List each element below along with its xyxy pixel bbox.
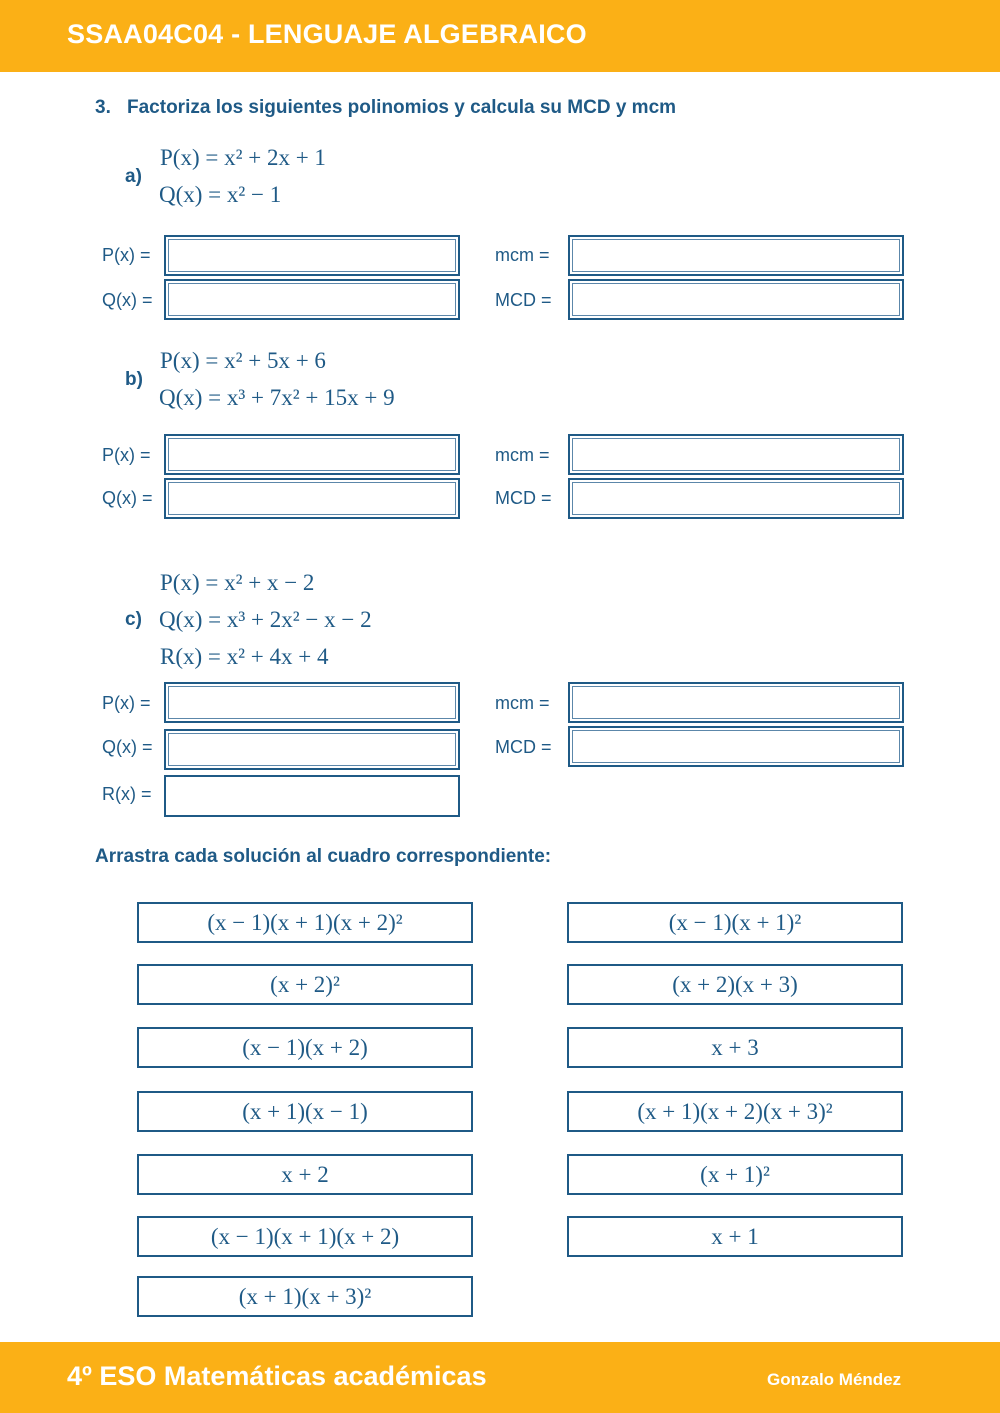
solution-tile[interactable]: x + 2 — [137, 1154, 473, 1195]
page-title: SSAA04C04 - LENGUAJE ALGEBRAICO — [67, 19, 587, 49]
part-b-mcm-answer-box[interactable] — [568, 434, 904, 475]
part-c-p-label: P(x) = — [102, 693, 151, 713]
part-c-p-answer-box[interactable] — [164, 682, 460, 723]
question-text: Factoriza los siguientes polinomios y calcula su MCD y mcm — [127, 97, 677, 118]
part-a-mcd-answer-box[interactable] — [568, 279, 904, 320]
part-c-equation-p — [160, 570, 314, 596]
part-a-mcd-label: MCD = — [495, 290, 552, 310]
part-a-equation-p — [160, 145, 326, 171]
solution-tile[interactable]: (x − 1)(x + 1)(x + 2)² — [137, 902, 473, 943]
part-b-mcd-label: MCD = — [495, 488, 552, 508]
part-b-mcm-label: mcm = — [495, 445, 550, 465]
solution-tile[interactable]: (x − 1)(x + 1)² — [567, 902, 903, 943]
equation-rhs: x² − 1 — [226, 182, 282, 207]
equation-lhs: P(x) = — [160, 570, 225, 595]
part-b-equation-q — [159, 385, 395, 411]
part-c-equation-q — [159, 607, 372, 633]
equation-rhs: x² + 5x + 6 — [224, 348, 326, 373]
part-c-equation-r — [160, 644, 328, 670]
part-c-r-label: R(x) = — [102, 784, 152, 804]
part-a-label: a) — [125, 166, 142, 187]
equation-lhs: Q(x) = — [159, 182, 227, 207]
part-a-mcm-answer-box[interactable] — [568, 235, 904, 276]
part-a-q-label: Q(x) = — [102, 290, 153, 310]
question-number: 3. — [95, 97, 111, 118]
part-a-p-label: P(x) = — [102, 245, 151, 265]
solution-tile[interactable]: (x + 1)(x + 3)² — [137, 1276, 473, 1317]
solution-tile[interactable]: (x − 1)(x + 1)(x + 2) — [137, 1216, 473, 1257]
question-title — [95, 97, 676, 119]
part-a-q-answer-box[interactable] — [164, 279, 460, 320]
course-title: 4º ESO Matemáticas académicas — [67, 1361, 487, 1391]
part-b-q-answer-box[interactable] — [164, 478, 460, 519]
solution-tile[interactable]: (x + 1)(x − 1) — [137, 1091, 473, 1132]
part-b-p-label: P(x) = — [102, 445, 151, 465]
part-c-r-answer-box[interactable] — [164, 775, 460, 817]
equation-rhs: x³ + 7x² + 15x + 9 — [226, 385, 395, 410]
part-b-equation-p — [160, 348, 326, 374]
equation-rhs: x³ + 2x² − x − 2 — [226, 607, 372, 632]
solution-tile[interactable]: (x − 1)(x + 2) — [137, 1027, 473, 1068]
equation-rhs: x² + 4x + 4 — [226, 644, 329, 669]
part-c-mcd-label: MCD = — [495, 737, 552, 757]
part-b-q-label: Q(x) = — [102, 488, 153, 508]
solution-tile[interactable]: x + 1 — [567, 1216, 903, 1257]
solution-tile[interactable]: (x + 2)(x + 3) — [567, 964, 903, 1005]
part-c-mcm-label: mcm = — [495, 693, 550, 713]
part-b-p-answer-box[interactable] — [164, 434, 460, 475]
part-b-mcd-answer-box[interactable] — [568, 478, 904, 519]
part-c-q-answer-box[interactable] — [164, 729, 460, 770]
part-c-label: c) — [125, 609, 142, 630]
solution-tile[interactable]: (x + 1)(x + 2)(x + 3)² — [567, 1091, 903, 1132]
solution-tile[interactable]: (x + 2)² — [137, 964, 473, 1005]
solution-tile[interactable]: (x + 1)² — [567, 1154, 903, 1195]
equation-lhs: R(x) = — [160, 644, 227, 669]
equation-lhs: Q(x) = — [159, 607, 227, 632]
part-c-mcd-answer-box[interactable] — [568, 726, 904, 767]
equation-rhs: x² + x − 2 — [224, 570, 315, 595]
part-a-p-answer-box[interactable] — [164, 235, 460, 276]
drag-instruction: Arrastra cada solución al cuadro correspondiente: — [95, 846, 552, 867]
equation-lhs: P(x) = — [160, 145, 225, 170]
part-b-label: b) — [125, 369, 143, 390]
equation-rhs: x² + 2x + 1 — [224, 145, 326, 170]
equation-lhs: Q(x) = — [159, 385, 227, 410]
part-c-q-label: Q(x) = — [102, 737, 153, 757]
solution-tile[interactable]: x + 3 — [567, 1027, 903, 1068]
footer-bar — [0, 1342, 1000, 1413]
author-name: Gonzalo Méndez — [767, 1370, 902, 1389]
part-c-mcm-answer-box[interactable] — [568, 682, 904, 723]
equation-lhs: P(x) = — [160, 348, 225, 373]
part-a-mcm-label: mcm = — [495, 245, 550, 265]
part-a-equation-q — [159, 182, 281, 208]
header-bar — [0, 0, 1000, 72]
